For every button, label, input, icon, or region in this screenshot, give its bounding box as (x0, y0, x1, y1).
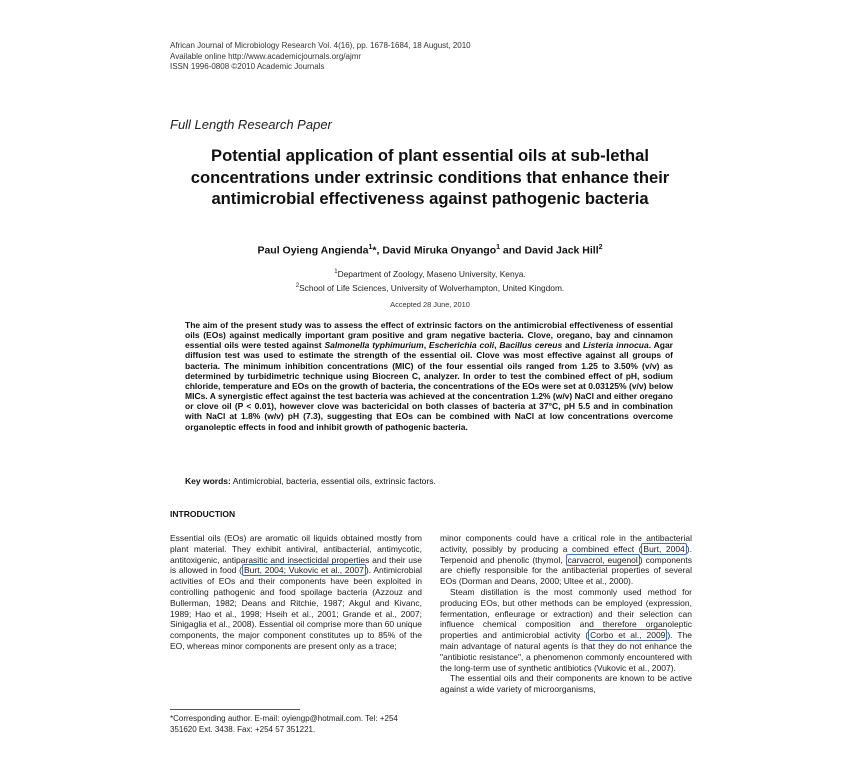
body-text: Steam distillation is the most commonly used method for producing EOs, but other methods can be employed (expression, fermentation, enfleurage or extraction) and their selection can influence chemical composition and therefore organoleptic properties and antimicrobial activity ( (440, 586, 692, 641)
keywords (185, 476, 673, 486)
affiliations (150, 266, 710, 294)
author-sup: 1 (368, 244, 373, 251)
journal-header (170, 41, 471, 73)
paper-title: Potential application of plant essential oils at sub-lethal concentrations under extrinsic conditions that enhance their antimicrobial effectiveness against pathogenic bacteria (190, 146, 670, 208)
affiliation-sup: 2 (295, 282, 300, 289)
species-name: Bacillus cereus (499, 340, 563, 351)
abstract-text: , (494, 340, 500, 351)
body-text: minor components could have a critical role in the antibacterial activity, possibly by producing a combined effect ( (440, 533, 692, 554)
author-sup: 2 (598, 244, 603, 251)
corresponding-author-footnote: *Corresponding author. E-mail: oyiengp@hotmail.com. Tel: +254 351620 Ext. 3438. Fax: +254 57 351221. (170, 714, 398, 734)
section-heading-introduction: INTRODUCTION (170, 509, 236, 519)
left-column (170, 533, 422, 652)
author-list (150, 244, 710, 257)
citation-link[interactable]: carvacrol, eugenol (567, 554, 638, 565)
abstract (185, 320, 673, 432)
body-text: ). Terpenoid and phenolic (thymol, (440, 543, 692, 565)
author-sup: 1 (496, 244, 501, 251)
author-name: and David Jack Hill (500, 244, 599, 257)
paragraph (440, 533, 692, 587)
abstract-text: The aim of the present study was to assess the effect of extrinsic factors on the antimicrobial effectiveness of essential oils (EOs) against medically important gram positive and gram negative bacteria. Clove, oregano, bay and cinnamon essential oils were tested against (185, 320, 673, 351)
keywords-text: Antimicrobial, bacteria, essential oils, extrinsic factors. (230, 476, 436, 486)
citation-link[interactable]: Burt, 2004 (643, 543, 685, 554)
journal-issn: ISSN 1996-0808 ©2010 Academic Journals (170, 62, 325, 71)
body-text: Essential oils (EOs) are aromatic oil liquids obtained mostly from plant material. They exhibit antiviral, antibacterial, antimycotic, antitoxigenic, antiparasitic and insecticidal properties and their use is allowed in food ( (170, 533, 422, 576)
author-name: Paul Oyieng Angienda (257, 244, 369, 257)
affiliation-text: School of Life Sciences, University of Wolverhampton, United Kingdom. (299, 282, 565, 293)
species-name: Escherichia coli (428, 340, 495, 351)
citation-link[interactable]: Corbo et al., 2009 (590, 630, 666, 641)
body-text: ). Antimicrobial activities of EOs and their components have been exploited in controlling pathogenic and food spoilage bacteria (Azzouz and Bullerman, 1982; Deans and Ritchie, 1987; Akgul and Kivanc, 1989; Hao et al., 1998; Hseih et al., 2001; Grande et al., 2007; Sinigaglia et al., 2008). Essential oil comprise more than 60 unique components, the major component constitutes up to 85% of the EO, whereas minor components are present only as a trace; (170, 565, 422, 651)
right-column (440, 533, 692, 695)
author-name: , David Miruka Onyango (376, 244, 497, 257)
abstract-text: . Agar diffusion test was used to estimate the strength of the essential oil. Clove was most effective against all groups of bacteria. The minimum inhibition concentrations (MIC) of the four essential oils ranged from 1.25 to 3.50% (v/v) as determined by turbidimetric technique using Biocreen C, analyzer. In order to test the combined effect of pH, sodium chloride, temperature and EOs on the growth of bacteria, the concentrations of the EOs were set at 0.03125% (v/v) below MICs. A synergistic effect against the test bacteria was achieved at the concentration 1.2% (w/v) NaCl and either oregano or clove oil (P < 0.01), however clove was bactericidal on both classes of bacteria at 37°C, pH 5.5 and in combination with NaCl at 1.8% (w/v) pH (7.3), suggesting that EOs can be combined with NaCl at low concentrations overcome organoleptic effects in food and inhibit growth of pathogenic bacteria. (185, 340, 673, 432)
abstract-text: , (423, 340, 429, 351)
footnote-divider (170, 709, 300, 710)
species-name: Listeria innocua (583, 340, 649, 351)
affiliation-sup: 1 (334, 269, 338, 275)
journal-citation: African Journal of Microbiology Research Vol. 4(16), pp. 1678-1684, 18 August, 2010 (170, 41, 471, 50)
corresponding-mark: * (372, 244, 377, 257)
journal-url[interactable]: Available online http://www.academicjournals.org/ajmr (170, 51, 362, 61)
paper-type: Full Length Research Paper (170, 117, 332, 132)
affiliation-1 (150, 266, 710, 280)
keywords-label: Key words: (185, 476, 231, 486)
affiliation-text: Department of Zoology, Maseno University, Kenya. (337, 268, 526, 279)
abstract-text: and (562, 340, 584, 351)
citation-link[interactable]: Burt, 2004; Vukovic et al., 2007 (244, 565, 364, 576)
paragraph (440, 587, 692, 673)
paragraph: The essential oils and their components are known to be active against a wide variety of microorganisms, (440, 673, 692, 695)
accepted-date: Accepted 28 June, 2010 (390, 300, 470, 309)
species-name: Salmonella typhimurium (324, 340, 424, 351)
paragraph (170, 533, 422, 652)
body-text: ) components are chiefly responsible for the antibacterial properties of several EOs (Dorman and Deans, 2000; Ultee et al., 2000). (440, 554, 692, 587)
affiliation-2 (150, 280, 710, 294)
body-text: ). The main advantage of natural agents is that they do not enhance the "antibiotic resistance", a phenomenon commonly encountered with the long-term use of synthetic antibiotics (Vukovic et al., 2007). (440, 630, 693, 673)
